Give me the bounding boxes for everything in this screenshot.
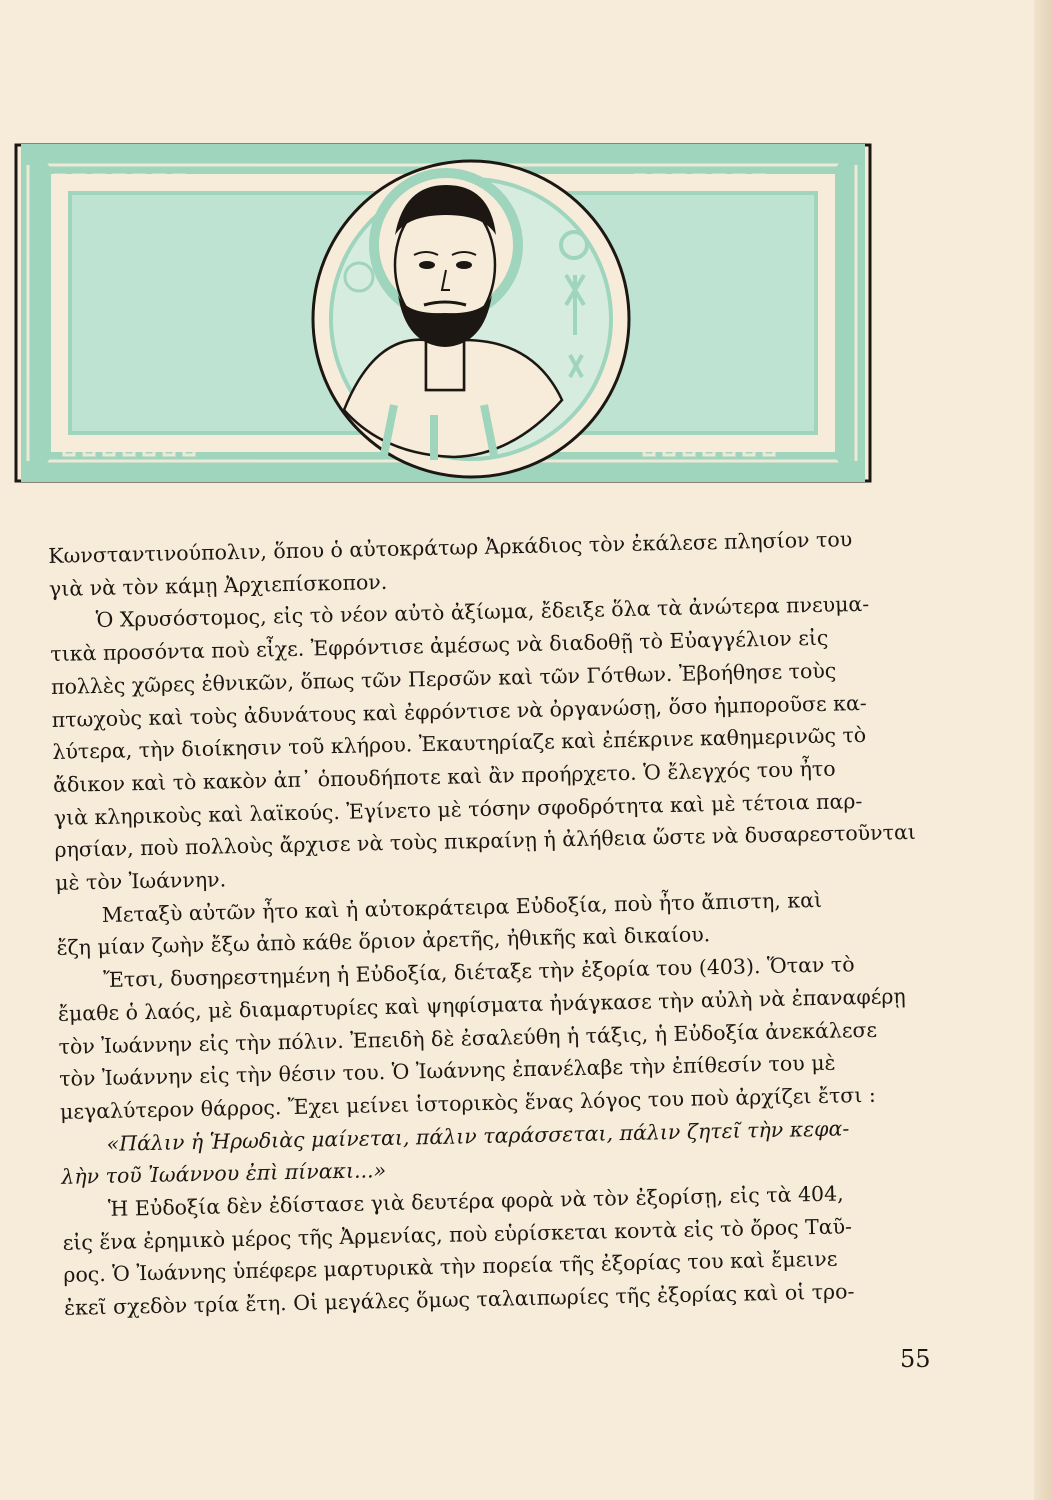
paragraph	[62, 1176, 931, 1325]
text-line: λὴν τοῦ Ἰωάννου ἐπὶ πίνακι...»	[61, 1158, 387, 1190]
text-line: Μεταξὺ αὐτῶν ἦτο καὶ ἡ αὐτοκράτειρα Εὐδοξία, ποὺ ἦτο ἄπιστη, καὶ	[101, 887, 823, 927]
text-line: τὸν Ἰωάννην εἰς τὴν πόλιν. Ἐπειδὴ δὲ ἐσαλεύθη ἡ τάξις, ἡ Εὐδοξία ἀνεκάλεσε	[58, 1017, 878, 1059]
paragraph	[49, 587, 921, 899]
page-edge	[1034, 0, 1052, 1500]
text-line: ρησίαν, ποὺ πολλοὺς ἄρχισε νὰ τοὺς πικραίνῃ ἡ ἀλήθεια ὥστε νὰ δυσαρεστοῦνται	[54, 820, 917, 863]
text-line: Ἔτσι, δυσηρεστημένη ἡ Εὐδοξία, διέταξε τὴν ἐξορία του (403). Ὅταν τὸ	[102, 952, 855, 993]
text-line: Ὁ Χρυσόστομος, εἰς τὸ νέον αὐτὸ ἀξίωμα, ἔδειξε ὅλα τὰ ἀνώτερα πνευμα-	[95, 592, 870, 633]
text-line: Κωνσταντινούπολιν, ὅπου ὁ αὐτοκράτωρ Ἀρκάδιος τὸν ἐκάλεσε πλησίον του	[48, 527, 853, 568]
text-line: γιὰ νὰ τὸν κάμῃ Ἀρχιεπίσκοπον.	[48, 569, 388, 601]
text-line: ἐκεῖ σχεδὸν τρία ἔτη. Οἱ μεγάλες ὅμως ταλαιπωρίες τῆς ἐξορίας καὶ οἱ τρο-	[63, 1279, 855, 1321]
text-line: ἔζη μίαν ζωὴν ἔξω ἀπὸ κάθε ὅριον ἀρετῆς, ἠθικῆς καὶ δικαίου.	[56, 922, 711, 961]
text-line: λύτερα, τὴν διοίκησιν τοῦ κλήρου. Ἐκαυτηρίαζε καὶ ἐπέκρινε καθημερινῶς τὸ	[52, 723, 867, 765]
text-line: «Πάλιν ἡ Ἡρωδιὰς μαίνεται, πάλιν ταράσσεται, πάλιν ζητεῖ τὴν κεφα-	[106, 1116, 850, 1156]
text-line: μεγαλύτερον θάρρος. Ἔχει μείνει ἱστορικὸς ἕνας λόγος του ποὺ ἀρχίζει ἔτσι :	[59, 1082, 876, 1124]
text-line: ρος. Ὁ Ἰωάννης ὑπέφερε μαρτυρικὰ τὴν πορεία τῆς ἐξορίας του καὶ ἔμεινε	[63, 1247, 838, 1288]
text-line: τὸν Ἰωάννην εἰς τὴν θέσιν του. Ὁ Ἰωάννης ἐπανέλαβε τὴν ἐπίθεσίν του μὲ	[59, 1050, 836, 1092]
text-line: ἄδικον καὶ τὸ κακὸν ἀπ᾽ ὁπουδήποτε καὶ ἂν προήρχετο. Ὁ ἔλεγχός του ἦτο	[52, 756, 836, 797]
text-line: Ἡ Εὐδοξία δὲν ἐδίστασε γιὰ δευτέρα φορὰ νὰ τὸν ἐξορίσῃ, εἰς τὰ 404,	[107, 1181, 844, 1221]
text-line: μὲ τὸν Ἰωάννην.	[54, 867, 227, 895]
body-text	[48, 522, 930, 1325]
text-line: ἔμαθε ὁ λαός, μὲ διαμαρτυρίες καὶ ψηφίσματα ἠνάγκασε τὴν αὐλὴ νὰ ἐπαναφέρῃ	[57, 983, 906, 1026]
header-illustration	[14, 125, 872, 485]
saint-icon-illustration	[14, 125, 872, 485]
text-line: τικὰ προσόντα ποὺ εἶχε. Ἐφρόντισε ἀμέσως νὰ διαδοθῇ τὸ Εὐαγγέλιον εἰς	[50, 625, 829, 667]
text-line: πολλὲς χῶρες ἐθνικῶν, ὅπως τῶν Περσῶν καὶ τῶν Γότθων. Ἐβοήθησε τοὺς	[50, 658, 837, 699]
text-line: γιὰ κληρικοὺς καὶ λαϊκούς. Ἐγίνετο μὲ τόσην σφοδρότητα καὶ μὲ τέτοια παρ-	[53, 788, 863, 830]
text-line: εἰς ἕνα ἐρημικὸ μέρος τῆς Ἀρμενίας, ποὺ εὑρίσκεται κοντὰ εἰς τὸ ὄρος Ταῦ-	[62, 1214, 853, 1255]
paragraph	[57, 947, 926, 1129]
page-number: 55	[900, 1345, 931, 1373]
text-line: πτωχοὺς καὶ τοὺς ἀδυνάτους καὶ ἐφρόντισε νὰ ὀργανώσῃ, ὅσο ἠμποροῦσε κα-	[51, 690, 867, 732]
